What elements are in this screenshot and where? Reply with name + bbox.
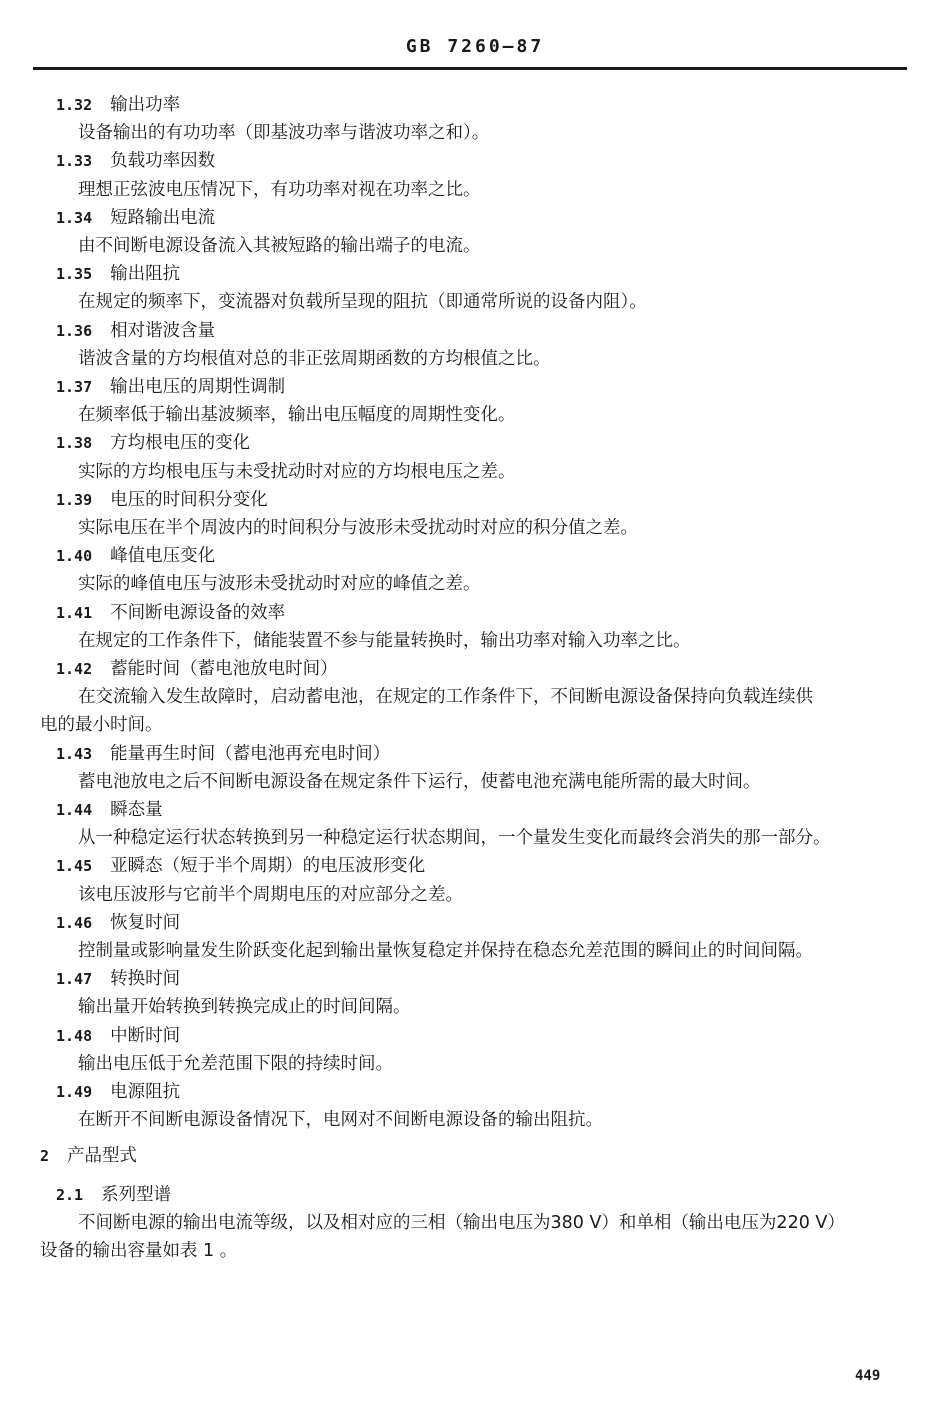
definition-text: 在规定的工作条件下，储能装置不参与能量转换时，输出功率对输入功率之比。 [78,630,691,651]
page-number: 449 [855,1368,881,1384]
clause-number: 1.48 [56,1026,93,1045]
clause-number: 1.33 [56,152,93,171]
definition-text: 蓄电池放电之后不间断电源设备在规定条件下运行，使蓄电池充满电能所需的最大时间。 [78,771,761,792]
definition-text: 在断开不间断电源设备情况下，电网对不间断电源设备的输出阻抗。 [78,1110,603,1131]
term-title: 转换时间 [110,969,181,990]
definition-heading [56,542,215,570]
definition-text: 输出量开始转换到转换完成止的时间间隔。 [78,997,411,1018]
term-title: 方均根电压的变化 [110,433,251,454]
definition-text: 在交流输入发生故障时，启动蓄电池，在规定的工作条件下，不间断电源设备保持向负载连续供 [78,687,813,708]
definition-text: 由不间断电源设备流入其被短路的输出端子的电流。 [78,236,481,256]
clause-number: 1.39 [56,490,93,509]
term-title: 短路输出电流 [110,207,216,228]
definition-heading [56,373,285,401]
definition-text: 该电压波形与它前半个周期电压的对应部分之差。 [78,884,463,905]
clause-number: 1.37 [56,378,93,396]
definition-heading [56,147,215,175]
term-title: 亚瞬态（短于半个周期）的电压波形变化 [110,856,426,877]
clause-number: 1.46 [56,913,93,932]
section-heading [40,1142,137,1170]
term-title: 电压的时间积分变化 [110,489,268,510]
clause-number: 1.44 [56,801,93,819]
definition-heading [56,486,268,514]
clause-number: 1.32 [56,96,93,114]
definition-text: 在规定的频率下，变流器对负载所呈现的阻抗（即通常所说的设备内阻）。 [78,292,647,313]
header-divider [33,67,907,70]
definition-text: 设备输出的有功功率（即基波功率与谐波功率之和）。 [78,123,490,144]
definition-text: 实际的方均根电压与未受扰动时对应的方均根电压之差。 [78,461,516,482]
section-number: 2 [40,1147,50,1166]
definition-heading [56,655,338,683]
term-title: 恢复时间 [110,912,181,933]
term-title: 中断时间 [110,1025,181,1046]
term-title: 相对谐波含量 [110,320,216,341]
term-title: 不间断电源设备的效率 [110,602,286,623]
subsection-text: 不间断电源的输出电流等级，以及相对应的三相（输出电压为380 V）和单相（输出电压为220 V） [78,1212,845,1233]
definition-heading [56,429,250,457]
definition-text: 电的最小时间。 [40,715,163,736]
clause-number: 1.38 [56,434,93,453]
term-title: 负载功率因数 [110,151,216,172]
definition-heading [56,740,390,768]
definition-text: 控制量或影响量发生阶跃变化起到输出量恢复稳定并保持在稳态允差范围的瞬间止的时间间隔。 [78,941,813,961]
section-title: 产品型式 [67,1146,138,1167]
term-title: 输出功率 [110,95,181,115]
subsection-text: 设备的输出容量如表 1 。 [40,1241,238,1261]
definition-heading [56,965,180,993]
clause-number: 1.34 [56,208,93,227]
term-title: 输出电压的周期性调制 [110,377,286,397]
definition-heading [56,91,180,119]
term-title: 瞬态量 [110,800,163,820]
definition-heading [56,1022,180,1050]
definition-text: 实际的峰值电压与波形未受扰动时对应的峰值之差。 [78,574,481,595]
term-title: 能量再生时间（蓄电池再充电时间） [110,743,391,764]
definition-text: 输出电压低于允差范围下限的持续时间。 [78,1053,393,1074]
clause-number: 1.43 [56,744,93,763]
definition-heading [56,317,215,345]
document-header: GB 7260—87 [405,36,545,57]
clause-number: 1.42 [56,660,93,678]
term-title: 输出阻抗 [110,264,181,285]
definition-text: 谐波含量的方均根值对总的非正弦周期函数的方均根值之比。 [78,348,551,369]
definition-text: 实际电压在半个周波内的时间积分与波形未受扰动时对应的积分值之差。 [78,518,638,538]
clause-number: 1.41 [56,603,93,622]
term-title: 蓄能时间（蓄电池放电时间） [110,659,338,679]
definition-heading [56,1078,180,1106]
definition-heading [56,909,180,937]
subsection-title: 系列型谱 [101,1184,172,1205]
definition-heading [56,796,163,824]
term-title: 峰值电压变化 [110,546,216,567]
subsection-heading [56,1181,171,1209]
subsection-number: 2.1 [56,1185,84,1204]
clause-number: 1.49 [56,1083,93,1101]
clause-number: 1.35 [56,265,93,284]
clause-number: 1.47 [56,970,93,989]
definition-text: 理想正弦波电压情况下，有功功率对视在功率之比。 [78,179,481,200]
term-title: 电源阻抗 [110,1082,181,1102]
definition-heading [56,260,180,288]
definition-heading [56,599,285,627]
definition-text: 在频率低于输出基波频率，输出电压幅度的周期性变化。 [78,405,516,426]
definition-heading [56,204,215,232]
definition-heading [56,852,425,880]
definition-text: 从一种稳定运行状态转换到另一种稳定运行状态期间，一个量发生变化而最终会消失的那一部分。 [78,828,831,849]
clause-number: 1.45 [56,857,93,876]
clause-number: 1.36 [56,321,93,340]
clause-number: 1.40 [56,547,93,566]
